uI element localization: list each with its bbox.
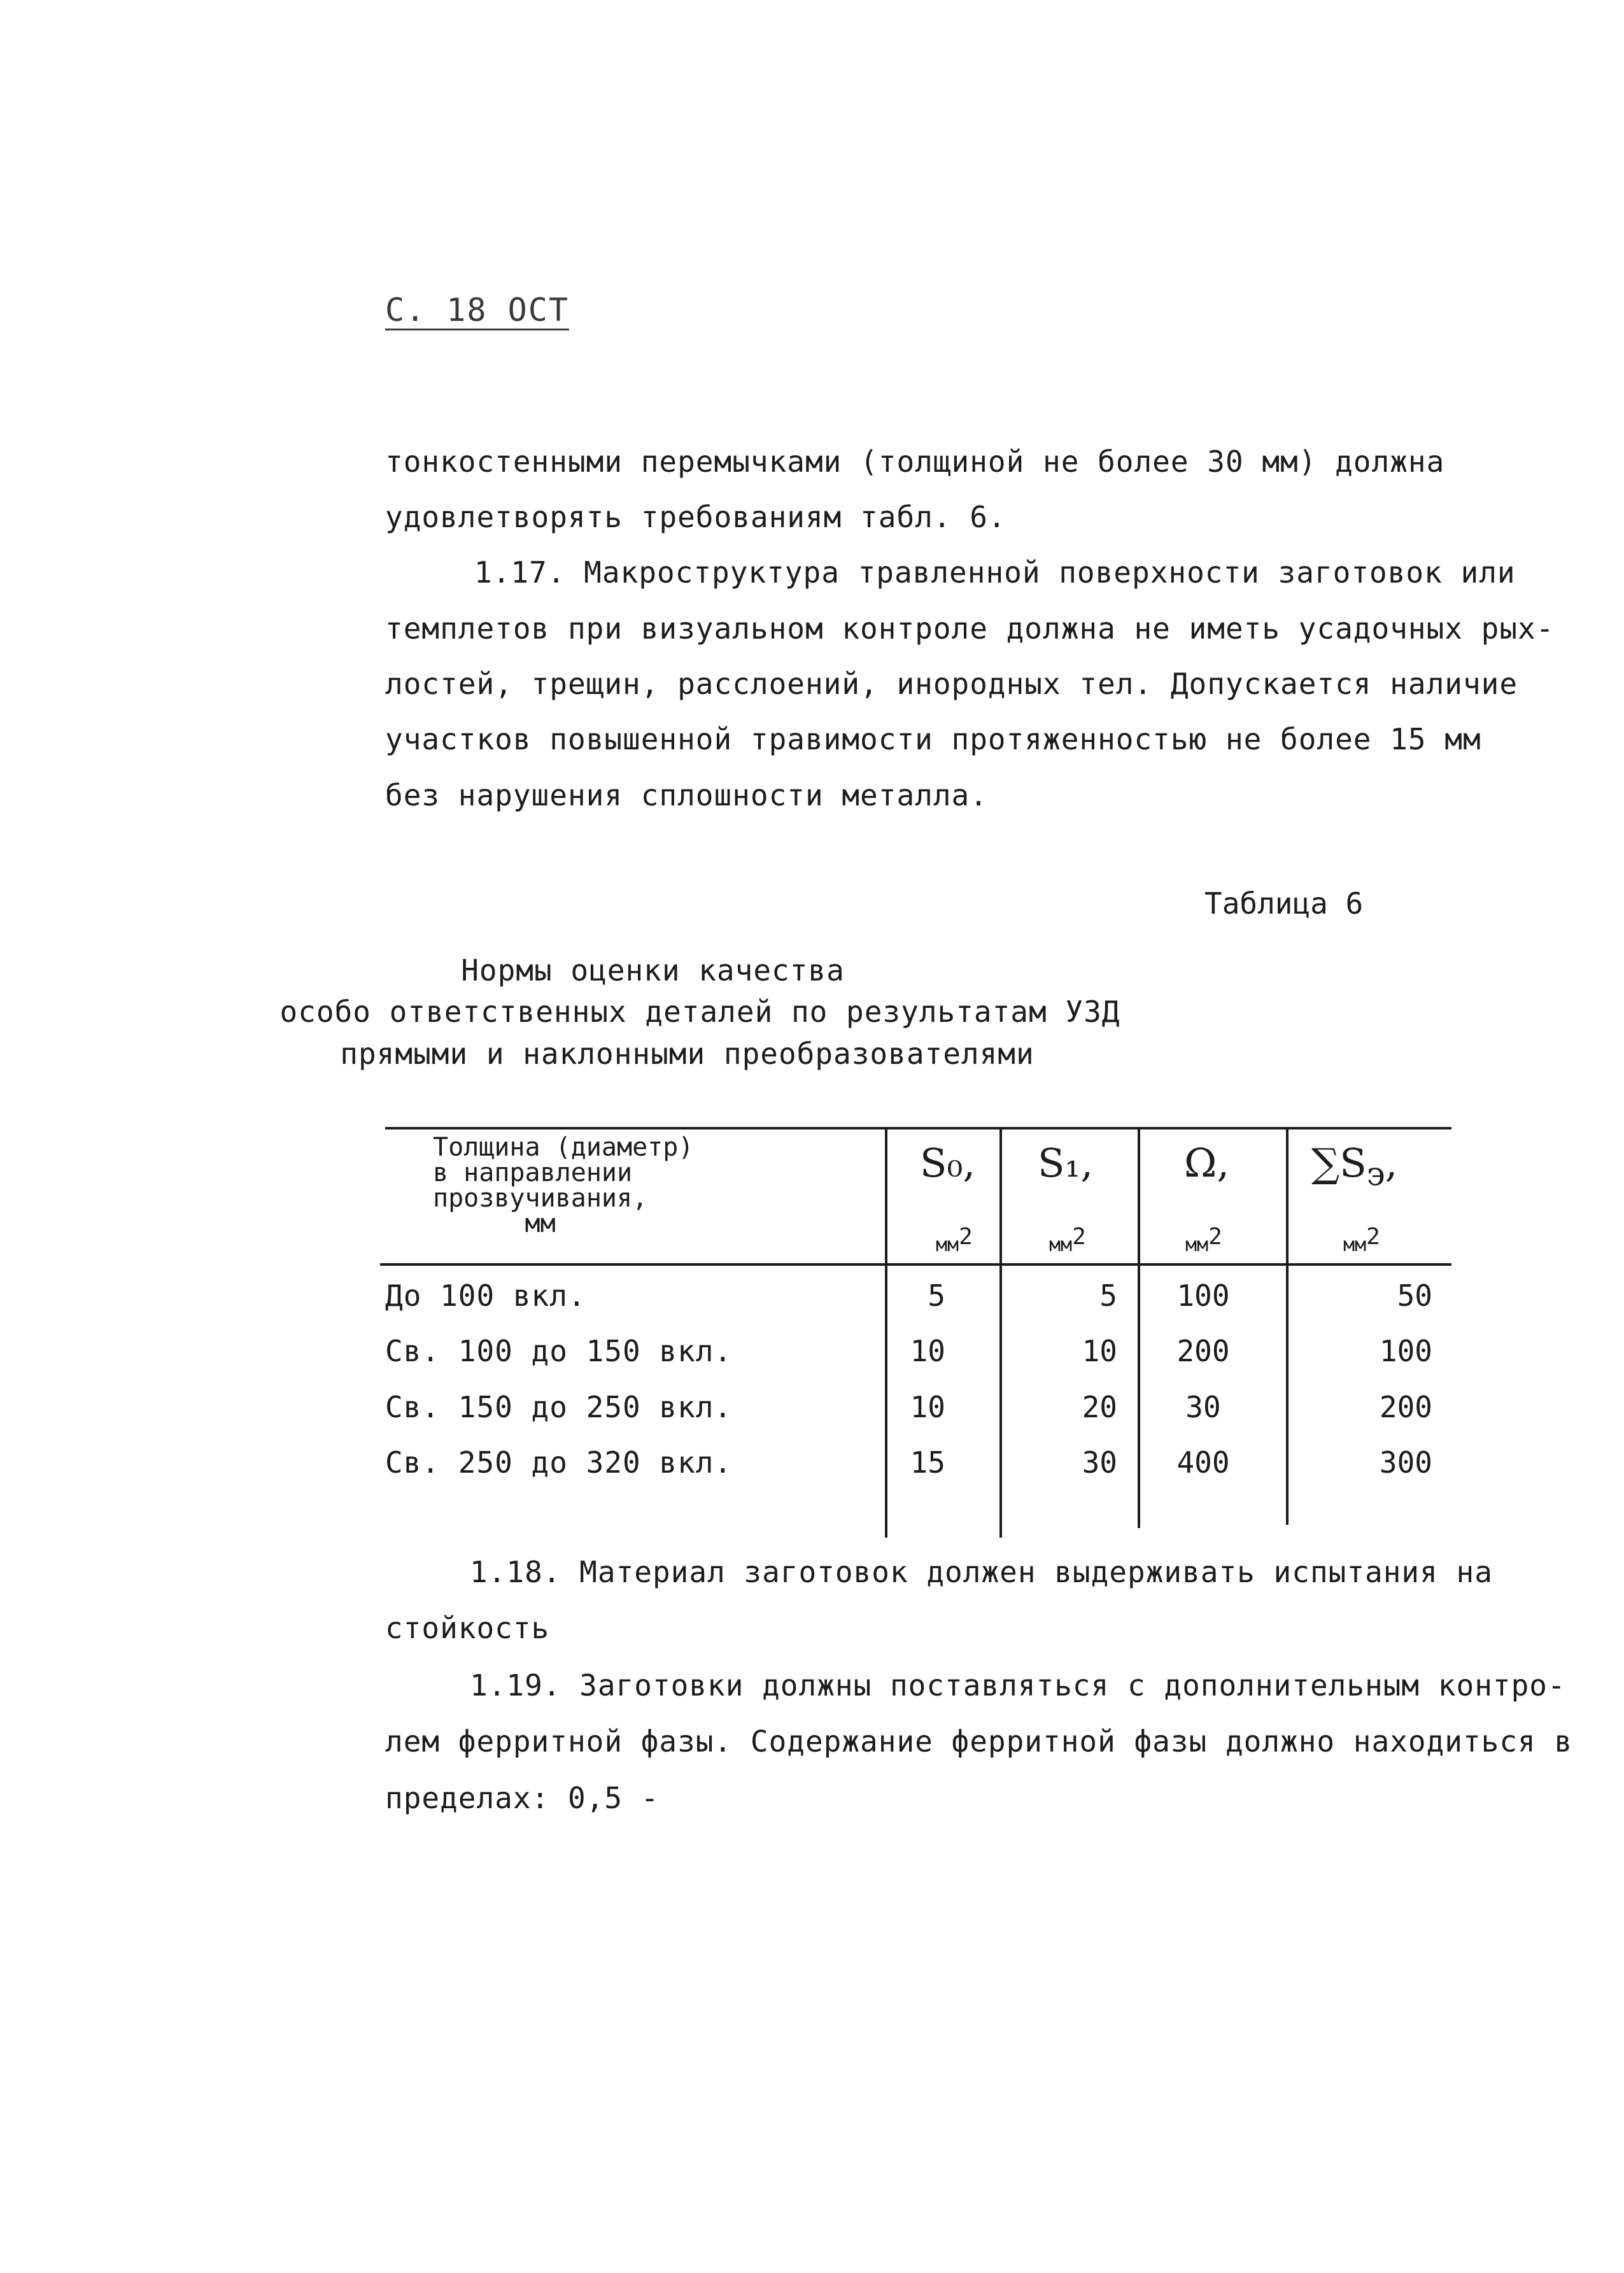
table-cell: 15 bbox=[910, 1445, 945, 1480]
table-row-label: До 100 вкл. bbox=[385, 1278, 586, 1313]
table-title-line: Нормы оценки качества bbox=[461, 953, 845, 988]
paragraph-line: лостей, трещин, расслоений, инородных тел. Допускается наличие bbox=[385, 667, 1518, 701]
table-column-divider bbox=[1138, 1127, 1140, 1528]
column-header-s0: S₀, bbox=[920, 1140, 976, 1186]
paragraph-line: темплетов при визуальном контроле должна не иметь усадочных рых- bbox=[385, 611, 1555, 646]
paragraph-line: участков повышенной травимости протяженностью не более 15 мм bbox=[385, 722, 1481, 756]
paragraph-line: без нарушения сплошности металла. bbox=[385, 778, 988, 812]
column-header-s1: S₁, bbox=[1038, 1140, 1094, 1186]
table-title-line: прямыми и наклонными преобразователями bbox=[340, 1037, 1034, 1071]
table-cell: 20 bbox=[1082, 1390, 1117, 1424]
table-label: Таблица 6 bbox=[1204, 886, 1364, 921]
table-cell: 10 bbox=[910, 1390, 945, 1424]
table-header-rule bbox=[380, 1263, 1451, 1266]
paragraph-line: пределах: 0,5 - bbox=[385, 1781, 660, 1815]
paragraph-line: 1.17. Макроструктура травленной поверхности заготовок или bbox=[474, 555, 1516, 590]
table-row-label: Св. 150 до 250 вкл. bbox=[385, 1390, 733, 1424]
page-header: С. 18 ОСТ bbox=[385, 292, 569, 329]
paragraph-line: 1.18. Материал заготовок должен выдерживать испытания на bbox=[470, 1555, 1493, 1589]
table-cell: 5 bbox=[1099, 1278, 1117, 1313]
table-column-divider bbox=[999, 1127, 1002, 1538]
paragraph-line: лем ферритной фазы. Содержание ферритной фазы должно находиться в bbox=[385, 1724, 1573, 1759]
table-cell: 300 bbox=[1379, 1445, 1432, 1480]
table-top-rule bbox=[385, 1127, 1451, 1129]
table-row-label: Св. 100 до 150 вкл. bbox=[385, 1334, 733, 1368]
column-unit: $мм^2$ bbox=[1185, 1224, 1222, 1256]
table-cell: 30 bbox=[1082, 1445, 1117, 1480]
table-cell: 50 bbox=[1397, 1278, 1432, 1313]
table-header-thickness: Толщина (диаметр) в направлении прозвучивания, мм bbox=[433, 1133, 694, 1238]
table-cell: 200 bbox=[1379, 1390, 1432, 1424]
table-cell: 5 bbox=[928, 1278, 945, 1313]
column-unit: $мм^2$ bbox=[1049, 1224, 1086, 1256]
column-unit: $мм^2$ bbox=[1343, 1224, 1380, 1256]
table-cell: 400 bbox=[1176, 1445, 1230, 1480]
table-cell: 100 bbox=[1176, 1278, 1230, 1313]
column-header-omega: Ω, bbox=[1184, 1140, 1230, 1186]
paragraph-line: тонкостенными перемычками (толщиной не более 30 мм) должна bbox=[385, 444, 1445, 479]
paragraph-line: стойкость bbox=[385, 1611, 550, 1645]
table-cell: 30 bbox=[1185, 1390, 1221, 1424]
paragraph-line: 1.19. Заготовки должны поставляться с дополнительным контро- bbox=[470, 1668, 1566, 1703]
paragraph-line: удовлетворять требованиям табл. 6. bbox=[385, 500, 1006, 534]
column-header-sum-se: $\sum S_э$, bbox=[1311, 1140, 1398, 1194]
table-cell: 10 bbox=[1082, 1334, 1117, 1368]
column-unit: $мм^2$ bbox=[936, 1224, 973, 1256]
table-column-divider bbox=[1286, 1127, 1289, 1525]
table-cell: 200 bbox=[1176, 1334, 1230, 1368]
table-cell: 100 bbox=[1379, 1334, 1432, 1368]
table-row-label: Св. 250 до 320 вкл. bbox=[385, 1445, 733, 1480]
table-title-line: особо ответственных деталей по результатам УЗД bbox=[279, 995, 1120, 1029]
table-cell: 10 bbox=[910, 1334, 945, 1368]
